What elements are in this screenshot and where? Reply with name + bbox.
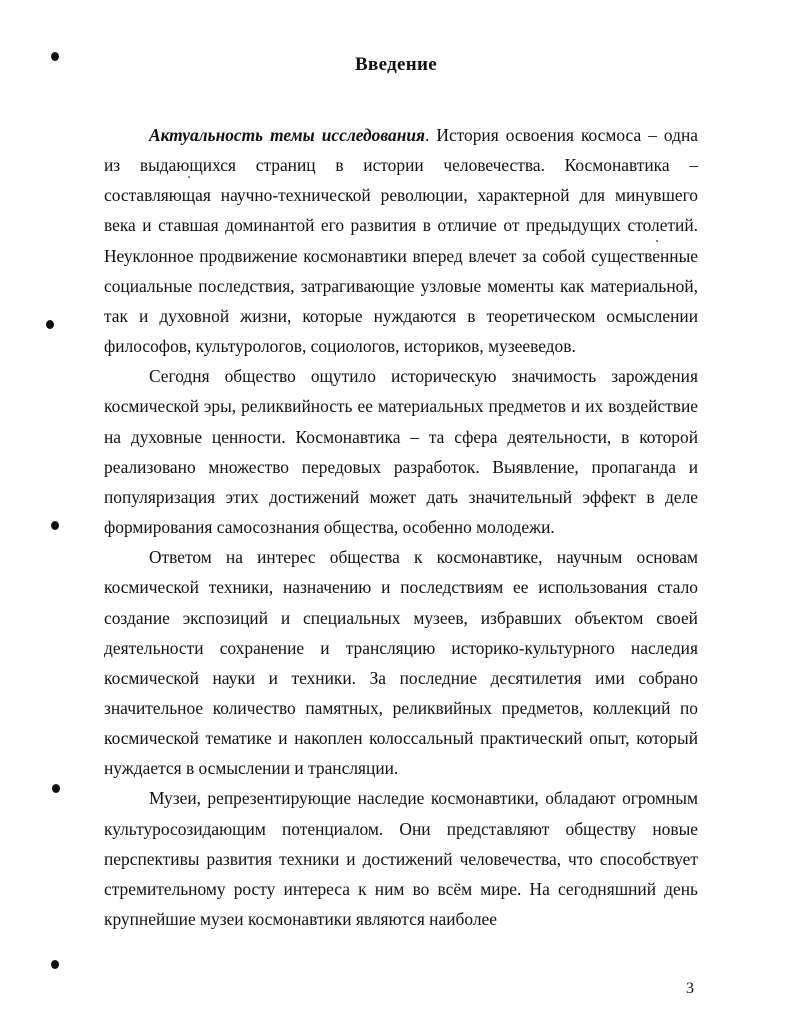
- paragraph-4: Музеи, репрезентирующие наследие космонавтики, обладают огромным культуросозидающим потенциалом. Они представляют обществу новые перспективы развития техники и достижений человечества, что способствует стремительному росту интереса к ним во всём мире. На сегодняшний день крупнейшие музеи космонавтики являются наиболее: [104, 788, 698, 930]
- paragraph-lead-term: Актуальность темы исследования: [149, 125, 426, 145]
- punch-hole-mark: [51, 960, 59, 969]
- page-title: Введение: [355, 54, 437, 75]
- paragraph-1: [104, 120, 698, 361]
- punch-hole-mark: [51, 521, 59, 530]
- document-body: [104, 120, 698, 934]
- page-number: 3: [686, 980, 694, 997]
- paragraph-3: Ответом на интерес общества к космонавтике, научным основам космической техники, назначению и последствиям ее использования стало создание экспозиций и специальных музеев, избравших объектом своей деятельности сохранение и трансляцию историко-культурного наследия космической науки и техники. За последние десятилетия ими собрано значительное количество памятных, реликвийных предметов, коллекций по космической тематике и накоплен колоссальный практический опыт, который нуждается в осмыслении и трансляции.: [104, 547, 698, 779]
- punch-hole-mark: [46, 320, 54, 329]
- paragraph-2: Сегодня общество ощутило историческую значимость зарождения космической эры, реликвийность ее материальных предметов и их воздействие на духовные ценности. Космонавтика – та сфера деятельности, в которой реализовано множество передовых разработок. Выявление, пропаганда и популяризация этих достижений может дать значительный эффект в деле формирования самосознания общества, особенно молодежи.: [104, 366, 698, 538]
- punch-hole-mark: [52, 784, 60, 793]
- paragraph-text: . История освоения космоса – одна из выдающихся страниц в истории человечества. Космонавтика – составляющая научно-технической революции, характерной для минувшего века и ставшая доминантой его развития в отличие от предыдущих столетий. Неуклонное продвижение космонавтики вперед влечет за собой существенные социальные последствия, затрагивающие узловые моменты как материальной, так и духовной жизни, которые нуждаются в теоретическом осмыслении философов, культурологов, социологов, историков, музееведов.: [104, 125, 698, 357]
